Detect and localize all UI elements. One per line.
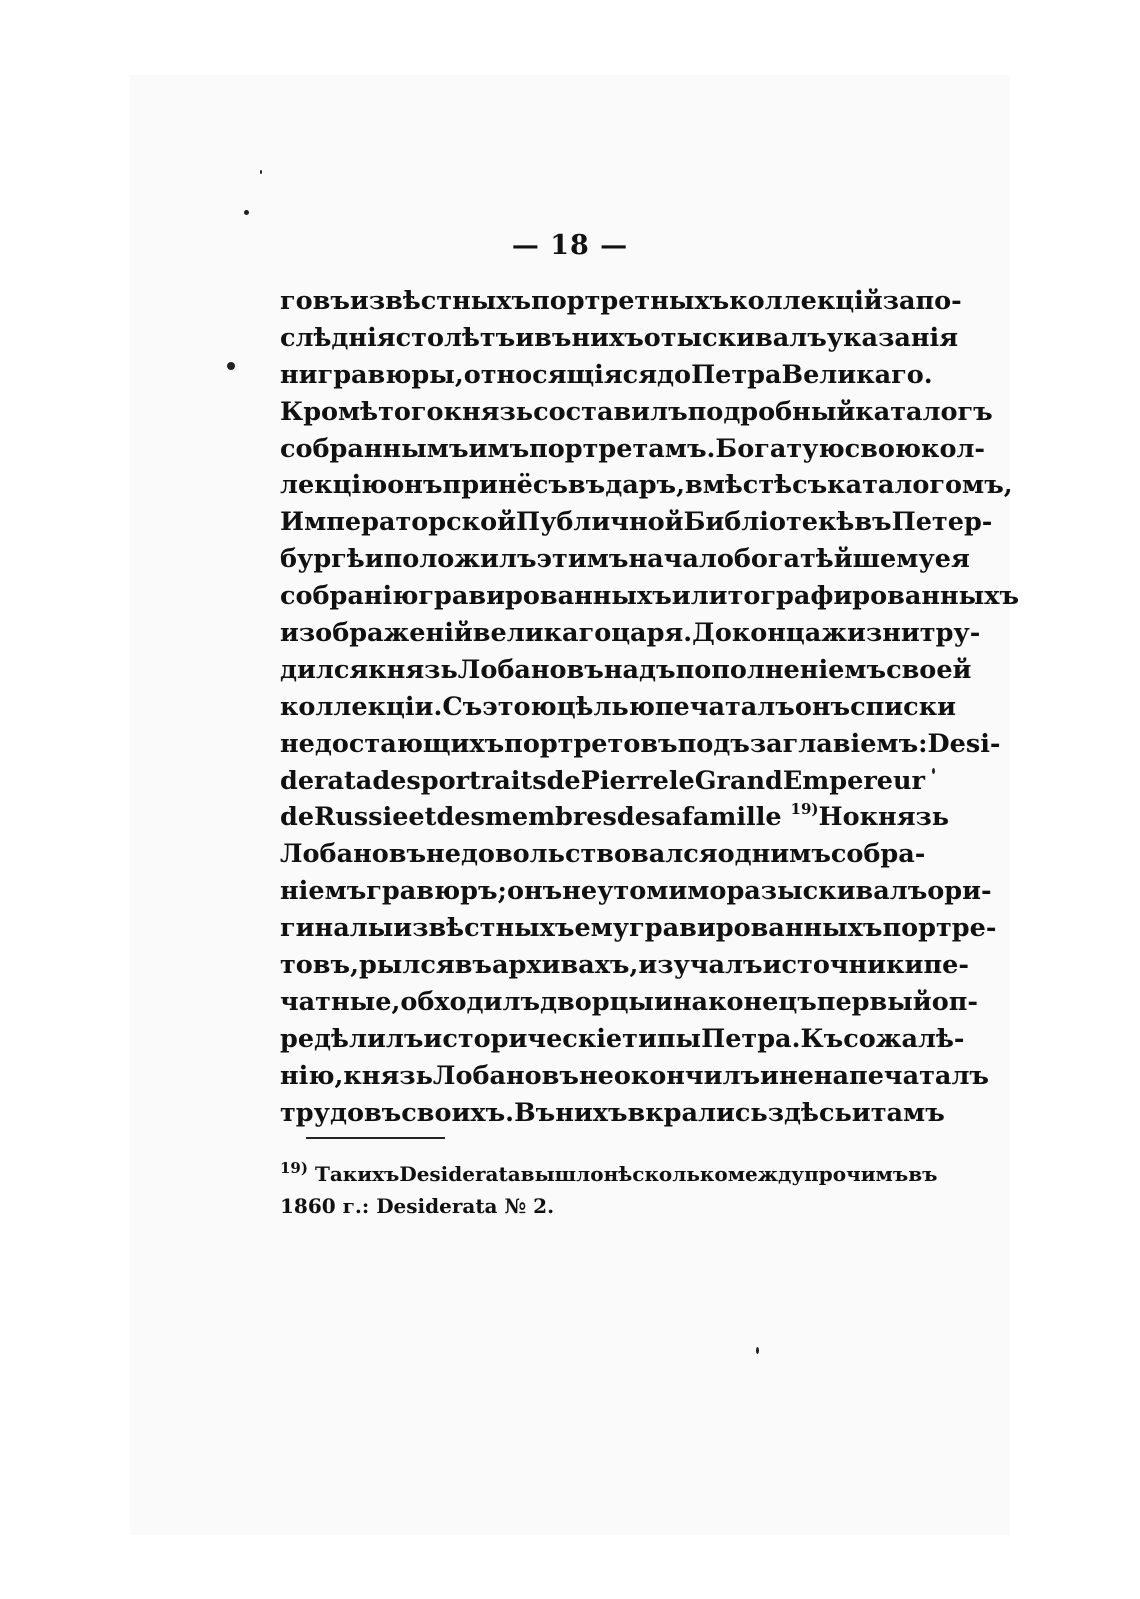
ink-speck [260,170,262,174]
ink-speck [227,362,235,370]
footnote [280,1158,938,1222]
text-line: собраннымъ имъ портретамъ. Богатую свою кол- [280,433,986,464]
ink-speck [756,1347,759,1354]
text-line: редѣлилъ историческіе типы Петра. Къ сожалѣ- [280,1023,965,1054]
text-line: говъ извѣстныхъ портретныхъ коллекцій за по- [280,286,962,316]
text-line: коллекціи. Съ этою цѣлью печаталъ онъ списки [280,691,957,722]
text-line: Кромѣ того князь составилъ подробный каталогъ [280,396,993,427]
page-number: — 18 — [511,230,629,261]
footnote-separator [306,1137,445,1139]
ink-speck [244,210,249,215]
ink-speck [932,768,935,774]
text-line: derata des portraits de Pierre le Grand Empereur [280,765,925,796]
text-line: гиналы извѣстныхъ ему гравированныхъ портре- [280,913,997,944]
footnote-reference: 19) [790,800,819,819]
text-line: трудовъ своихъ. Въ нихъ вкрались здѣсь и тамъ [280,1097,945,1128]
text-line: Императорской Публичной Библіотекѣ въ Петер- [280,507,993,538]
text-line: Лобановъ не довольствовался однимъ собра- [280,839,926,870]
footnote-line-1: $^{19)}$ Такихъ Desiderata вышло нѣсколько между прочимъ въ [280,1159,938,1186]
text-line: недостающихъ портретовъ подъ заглавіемъ: Desi- [280,728,1001,759]
text-line: чатные, обходилъ дворцы и наконецъ первый оп- [280,986,978,1017]
text-line: дился князь Лобановъ надъ пополненіемъ своей [280,654,972,685]
text-line: слѣднія сто лѣтъ и въ нихъ отыскивалъ указанія [280,322,959,353]
text-line: de Russie et des membres de sa famille $^{19)}$ Но князь [280,800,950,833]
footnote-marker: 19) [280,1159,308,1177]
text-line: ни гравюры, относящіяся до Петра Великаго. [280,359,933,390]
text-line: изображеній великаго царя. До конца жизни тру- [280,618,981,649]
text-line: товъ, рылся въ архивахъ, изучалъ источники пе- [280,950,969,981]
text-line: собранію гравированныхъ и литографированныхъ [280,581,1020,612]
text-line: лекцію онъ принёсъ въ даръ, вмѣстѣ съ каталогомъ, [280,470,1013,501]
footnote-line-2: 1860 г.: Desiderata № 2. [280,1194,555,1218]
text-line: ніемъ гравюръ; онъ неутомимо разыскивалъ ори- [280,876,992,907]
body-text [280,283,1020,1131]
text-line: бургѣ и положилъ этимъ начало богатѣйшему ея [280,544,970,575]
text-line: нію, князь Лобановъ не окончилъ и не напечаталъ [280,1060,989,1091]
